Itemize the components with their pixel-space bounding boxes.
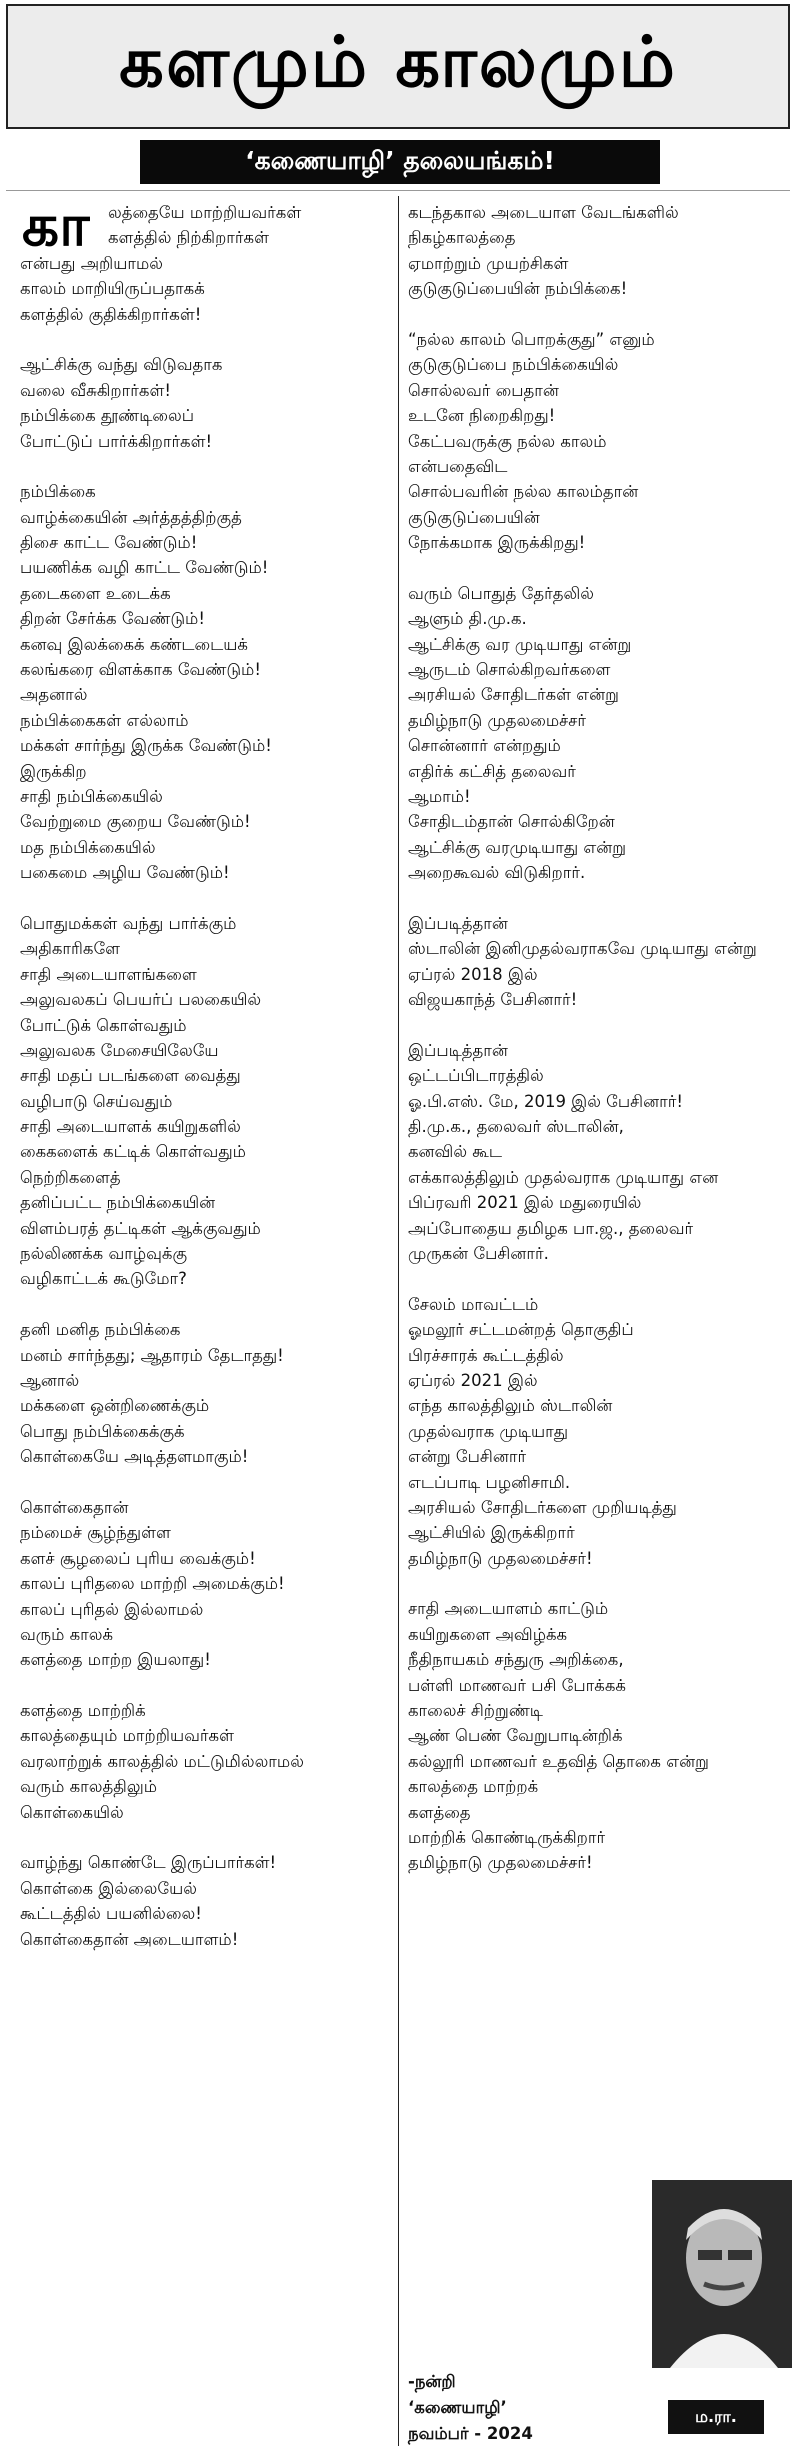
poem-line: சாதி அடையாளம் காட்டும் (408, 1599, 609, 1619)
poem-line: களத்தில் குதிக்கிறார்கள்! (20, 304, 202, 324)
poem-line: என்பது அறியாமல் (20, 253, 163, 273)
poem-line: எக்காலத்திலும் முதல்வராக முடியாது என (408, 1167, 719, 1187)
poem-line: களத்தை மாற்றிக் (20, 1701, 146, 1721)
stanza-gap (408, 1266, 793, 1291)
poem-line: அதனால் (20, 685, 88, 705)
poem-line: கூட்டத்தில் பயனில்லை! (20, 1904, 202, 1924)
poem-line: ஆட்சிக்கு வர முடியாது என்று (408, 634, 632, 654)
stanza-gap (408, 1571, 793, 1596)
poem-line: களத்தில் நிற்கிறார்கள் (108, 228, 269, 248)
poem-line: சேலம் மாவட்டம் (408, 1294, 539, 1314)
stanza-gap (20, 1673, 390, 1698)
credit-date: நவம்பர் - 2024 (408, 2424, 533, 2443)
author-stamp: ம.ரா. (668, 2400, 764, 2434)
poem-line: நெற்றிகளைத் (20, 1167, 121, 1187)
poem-line: கொள்கையில் (20, 1802, 124, 1822)
poem-line: சாதி அடையாளக் கயிறுகளில் (20, 1117, 241, 1137)
poem-line: ஆண் பெண் வேறுபாடின்றிக் (408, 1726, 623, 1746)
stanza-gap (20, 886, 390, 911)
poem-line: ஓ.பி.எஸ். மே, 2019 இல் பேசினார்! (408, 1091, 683, 1111)
poem-line: காலத்தை மாற்றக் (408, 1777, 539, 1797)
poem-line: மக்களை ஒன்றிணைக்கும் (20, 1396, 210, 1416)
poem-line: ஆட்சியில் இருக்கிறார் (408, 1523, 575, 1543)
poem-line: பொதுமக்கள் வந்து பார்க்கும் (20, 913, 237, 933)
poem-line: சாதி நம்பிக்கையில் (20, 787, 163, 806)
credit-thanks: -நன்றி (408, 2372, 456, 2391)
poem-line: நீதிநாயகம் சந்துரு அறிக்கை, (408, 1650, 624, 1670)
stanza-gap (408, 555, 793, 580)
poem-line: காலம் மாறியிருப்பதாகக் (20, 279, 205, 299)
poem-line: மத நம்பிக்கையில் (20, 837, 156, 857)
poem-line: கயிறுகளை அவிழ்க்க (408, 1624, 568, 1644)
author-portrait (652, 2180, 792, 2368)
masthead (6, 4, 790, 129)
poem-line: சொல்லவர் பைதான் (408, 380, 559, 400)
poem-line: அலுவலக மேசையிலேயே (20, 1040, 219, 1060)
poem-line: அரசியல் சோதிடர்கள் என்று (408, 685, 619, 705)
poem-line: திசை காட்ட வேண்டும்! (20, 533, 198, 553)
stanza-gap (20, 1825, 390, 1850)
stanza-gap (408, 302, 793, 327)
poem-line: இப்படித்தான் (408, 1040, 508, 1060)
left-column (20, 191, 390, 1952)
poem-line: அலுவலகப் பெயர்ப் பலகையில் (20, 990, 262, 1010)
stanza-gap (408, 886, 793, 911)
poem-line: விஜயகாந்த் பேசினார்! (408, 990, 578, 1010)
poem-line: சொன்னார் என்றதும் (408, 736, 561, 756)
poem-line: பிப்ரவரி 2021 இல் மதுரையில் (408, 1193, 642, 1213)
poem-line: ஏப்ரல் 2018 இல் (408, 964, 538, 984)
poem-line: வரும் காலத்திலும் (20, 1777, 158, 1797)
poem-line: எந்த காலத்திலும் ஸ்டாலின் (408, 1396, 613, 1416)
poem-line: தமிழ்நாடு முதலமைச்சர்! (408, 1548, 593, 1568)
poem-line: காலப் புரிதல் இல்லாமல் (20, 1599, 204, 1619)
poem-line: பகைமை அழிய வேண்டும்! (20, 863, 230, 883)
poem-line: ஆனால் (20, 1370, 80, 1390)
poem-line: முதல்வராக முடியாது (408, 1421, 569, 1441)
poem-line: குடுகுடுப்பையின் (408, 507, 540, 527)
dropcap-lines (108, 200, 301, 251)
poem-line: இப்படித்தான் (408, 913, 508, 933)
poem-line: கனவு இலக்கைக் கண்டடையக் (20, 634, 248, 654)
poem-line: வரும் பொதுத் தேர்தலில் (408, 583, 594, 603)
poem-line: சாதி அடையாளங்களை (20, 964, 197, 984)
poem-line: வழிபாடு செய்வதும் (20, 1091, 173, 1111)
stanza-gap (408, 1013, 793, 1038)
stanza-gap (20, 327, 390, 352)
poem-line: எடப்பாடி பழனிசாமி. (408, 1472, 571, 1492)
poem-line: வாழ்க்கையின் அர்த்தத்திற்குத் (20, 507, 242, 527)
poem-line: களச் சூழலைப் புரிய வைக்கும்! (20, 1548, 256, 1568)
poem-line: திறன் சேர்க்க வேண்டும்! (20, 609, 205, 629)
poem-line: அதிகாரிகளே (20, 939, 121, 959)
poem-line: நல்லிணக்க வாழ்வுக்கு (20, 1244, 188, 1264)
poem-line: ஒட்டப்பிடாரத்தில் (408, 1066, 544, 1086)
poem-line: தடைகளை உடைக்க (20, 583, 171, 603)
column-divider (398, 196, 399, 2446)
poem-line: ஆமாம்! (408, 786, 471, 806)
poem-line: நோக்கமாக இருக்கிறது! (408, 533, 586, 553)
poem-line: தனிப்பட்ட நம்பிக்கையின் (20, 1193, 216, 1213)
poem-line: நம்பிக்கை (20, 482, 96, 502)
poem-line: அறைகூவல் விடுகிறார். (408, 863, 586, 883)
poem-line: தமிழ்நாடு முதலமைச்சர்! (408, 1853, 593, 1873)
poem-line: உடனே நிறைகிறது! (408, 406, 556, 426)
poem-line: அப்போதைய தமிழக பா.ஜ., தலைவர் (408, 1218, 694, 1238)
poem-line: கைகளைக் கட்டிக் கொள்வதும் (20, 1142, 246, 1162)
poem-line: நம்மைச் சூழ்ந்துள்ள (20, 1523, 171, 1543)
poem-line: பயணிக்க வழி காட்ட வேண்டும்! (20, 558, 269, 578)
poem-line: ஆருடம் சொல்கிறவர்களை (408, 660, 611, 680)
poem-line: வாழ்ந்து கொண்டே இருப்பார்கள்! (20, 1853, 277, 1873)
poem-line: மாற்றிக் கொண்டிருக்கிறார் (408, 1828, 606, 1847)
poem-line: கேட்பவருக்கு நல்ல காலம் (408, 431, 607, 451)
poem-line: கொள்கைதான் அடையாளம்! (20, 1929, 239, 1949)
poem-line: குடுகுடுப்பை நம்பிக்கையில் (408, 355, 619, 375)
poem-line: முருகன் பேசினார். (408, 1244, 549, 1264)
poem-line: ஸ்டாலின் இனிமுதல்வராகவே முடியாது என்று (408, 939, 757, 959)
poem-line: ஏமாற்றும் முயற்சிகள் (408, 253, 569, 273)
poem-line: வரலாற்றுக் காலத்தில் மட்டுமில்லாமல் (20, 1751, 304, 1771)
poem-line: எதிர்க் கட்சித் தலைவர் (408, 761, 576, 781)
poem-line: சோதிடம்தான் சொல்கிறேன் (408, 812, 615, 832)
poem-line: பள்ளி மாணவர் பசி போக்கக் (408, 1675, 626, 1695)
poem-line: அரசியல் சோதிடர்களை முறியடித்து (408, 1497, 677, 1517)
poem-line: தனி மனித நம்பிக்கை (20, 1320, 181, 1340)
poem-line: ஆட்சிக்கு வரமுடியாது என்று (408, 837, 627, 857)
top-rule (6, 190, 790, 191)
poem-line: சொல்பவரின் நல்ல காலம்தான் (408, 482, 639, 502)
poem-line: என்பதைவிட (408, 456, 508, 476)
poem-line: ஏப்ரல் 2021 இல் (408, 1370, 538, 1390)
dropcap: கா (22, 191, 90, 259)
poem-line: கொள்கை இல்லையேல் (20, 1878, 197, 1898)
poem-line: குடுகுடுப்பையின் நம்பிக்கை! (408, 279, 628, 299)
poem-line: வேற்றுமை குறைய வேண்டும்! (20, 812, 251, 832)
poem-line: களத்தை (408, 1802, 471, 1822)
poem-line: பொது நம்பிக்கைக்குக் (20, 1421, 185, 1441)
masthead-title: களமும் காலமும் (119, 21, 677, 103)
poem-line: இருக்கிற (20, 761, 87, 781)
poem-line: மக்கள் சார்ந்து இருக்க வேண்டும்! (20, 736, 272, 756)
poem-line: கொள்கைதான் (20, 1497, 129, 1517)
stanza-gap (20, 454, 390, 479)
poem-line: வரும் காலக் (20, 1624, 114, 1644)
poem-line: சாதி மதப் படங்களை வைத்து (20, 1066, 241, 1086)
editorial-banner: ‘கணையாழி’ தலையங்கம்! (140, 140, 660, 184)
right-column (408, 200, 793, 1876)
poem-line: போட்டுப் பார்க்கிறார்கள்! (20, 431, 213, 451)
poem-line: காலத்தையும் மாற்றியவர்கள் (20, 1726, 234, 1746)
poem-line: கனவில் கூட (408, 1142, 502, 1162)
poem-line: மனம் சார்ந்தது; ஆதாரம் தேடாதது! (20, 1345, 284, 1365)
poem-line: வலை வீசுகிறார்கள்! (20, 380, 171, 400)
dropcap-block (20, 191, 390, 259)
right-poem-lines (408, 200, 793, 1876)
poem-line: நம்பிக்கைகள் எல்லாம் (20, 710, 189, 730)
poem-line: நிகழ்காலத்தை (408, 228, 516, 248)
credit-source: ‘கணையாழி’ (408, 2398, 507, 2417)
poem-line: கல்லூரி மாணவர் உதவித் தொகை என்று (408, 1751, 709, 1771)
poem-line: ஓமலூர் சட்டமன்றத் தொகுதிப் (408, 1320, 634, 1340)
poem-line: வழிகாட்டக் கூடுமோ? (20, 1269, 187, 1289)
poem-line: காலைச் சிற்றுண்டி (408, 1701, 543, 1721)
poem-line: என்று பேசினார் (408, 1447, 527, 1467)
poem-line: போட்டுக் கொள்வதும் (20, 1015, 187, 1035)
poem-line: “நல்ல காலம் பொறக்குது” எனும் (408, 329, 655, 349)
stanza-gap (20, 1470, 390, 1495)
poem-line: ஆளும் தி.மு.க. (408, 609, 527, 629)
portrait-image (652, 2180, 792, 2368)
poem-line: காலப் புரிதலை மாற்றி அமைக்கும்! (20, 1574, 285, 1594)
poem-line: பிரச்சாரக் கூட்டத்தில் (408, 1345, 564, 1365)
left-poem-lines (20, 251, 390, 1952)
poem-line: நம்பிக்கை தூண்டிலைப் (20, 406, 194, 426)
poem-line: தி.மு.க., தலைவர் ஸ்டாலின், (408, 1117, 624, 1137)
poem-line: கலங்கரை விளக்காக வேண்டும்! (20, 660, 261, 680)
poem-line: தமிழ்நாடு முதலமைச்சர் (408, 710, 586, 730)
poem-line: களத்தை மாற்ற இயலாது! (20, 1650, 211, 1670)
poem-line: விளம்பரத் தட்டிகள் ஆக்குவதும் (20, 1218, 261, 1238)
poem-line: கடந்தகால அடையாள வேடங்களில் (408, 203, 679, 222)
poem-line: கொள்கையே அடித்தளமாகும்! (20, 1447, 249, 1467)
poem-line: ஆட்சிக்கு வந்து விடுவதாக (20, 355, 223, 375)
poem-line: லத்தையே மாற்றியவர்கள் (108, 203, 302, 222)
stanza-gap (20, 1292, 390, 1317)
